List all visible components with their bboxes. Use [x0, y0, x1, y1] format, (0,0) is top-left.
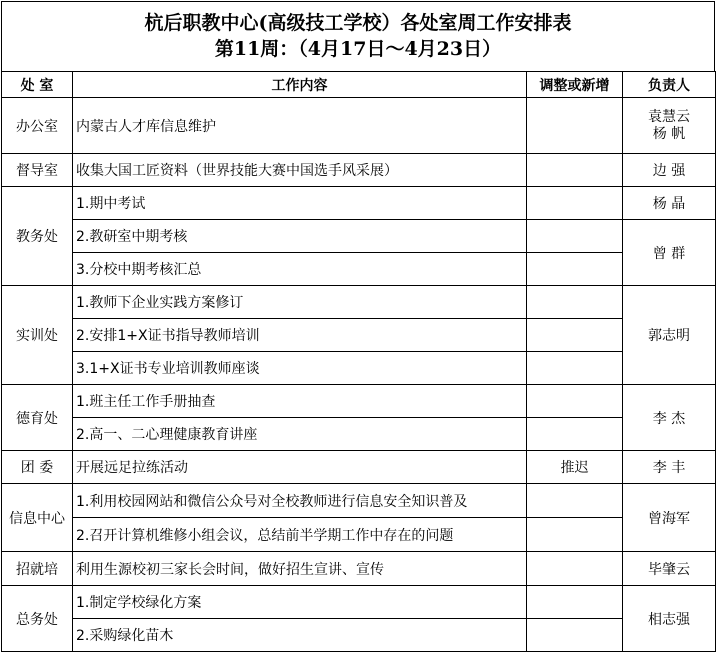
adjust-cell — [527, 552, 623, 586]
adjust-cell — [527, 154, 623, 187]
adjust-cell — [527, 484, 623, 518]
table-row — [2, 418, 716, 451]
table-row — [2, 619, 716, 652]
task-cell: 2.采购绿化苗木 — [73, 619, 527, 652]
header-content: 工作内容 — [73, 72, 527, 98]
department-cell: 团 委 — [2, 451, 73, 484]
header-department: 处 室 — [2, 72, 73, 98]
header-owner: 负责人 — [623, 72, 716, 98]
department-cell: 督导室 — [2, 154, 73, 187]
owner-cell: 毕肇云 — [623, 552, 716, 586]
table-row — [2, 385, 716, 418]
table-row — [2, 518, 716, 552]
table-row — [2, 586, 716, 619]
adjust-cell — [527, 220, 623, 253]
adjust-cell — [527, 418, 623, 451]
department-cell: 教务处 — [2, 187, 73, 286]
adjust-cell — [527, 286, 623, 319]
owner-cell: 相志强 — [623, 586, 716, 652]
owner-cell: 郭志明 — [623, 286, 716, 385]
table-row — [2, 319, 716, 352]
owner-cell: 曾海军 — [623, 484, 716, 552]
department-cell: 德育处 — [2, 385, 73, 451]
owner-cell: 李 杰 — [623, 385, 716, 451]
owner-cell: 曾 群 — [623, 220, 716, 286]
owner-cell — [623, 98, 716, 154]
table-row — [2, 552, 716, 586]
owner-name: 杨 帆 — [652, 125, 686, 142]
task-cell: 2.高一、二心理健康教育讲座 — [73, 418, 527, 451]
owner-name: 袁慧云 — [648, 108, 690, 125]
adjust-cell — [527, 385, 623, 418]
adjust-cell — [527, 518, 623, 552]
table-row — [2, 187, 716, 220]
table-row — [2, 286, 716, 319]
department-cell: 招就培 — [2, 552, 73, 586]
task-cell: 3.1+X证书专业培训教师座谈 — [73, 352, 527, 385]
adjust-cell: 推迟 — [527, 451, 623, 484]
table-row — [2, 352, 716, 385]
schedule-table — [1, 71, 716, 652]
table-row — [2, 484, 716, 518]
department-cell: 信息中心 — [2, 484, 73, 552]
adjust-cell — [527, 253, 623, 286]
department-cell: 办公室 — [2, 98, 73, 154]
owner-cell: 边 强 — [623, 154, 716, 187]
task-cell: 1.期中考试 — [73, 187, 527, 220]
task-cell: 利用生源校初三家长会时间，做好招生宣讲、宣传 — [73, 552, 527, 586]
title-box — [1, 1, 715, 71]
adjust-cell — [527, 98, 623, 154]
adjust-cell — [527, 319, 623, 352]
week-range-title: 第11周：（4月17日～4月23日） — [214, 38, 502, 60]
task-cell: 2.教研室中期考核 — [73, 220, 527, 253]
owner-cell: 李 丰 — [623, 451, 716, 484]
table-row — [2, 253, 716, 286]
task-cell: 1.制定学校绿化方案 — [73, 586, 527, 619]
owner-cell: 杨 晶 — [623, 187, 716, 220]
task-cell: 收集大国工匠资料（世界技能大赛中国选手风采展） — [73, 154, 527, 187]
task-cell: 1.班主任工作手册抽查 — [73, 385, 527, 418]
task-cell: 开展远足拉练活动 — [73, 451, 527, 484]
adjust-cell — [527, 187, 623, 220]
task-cell: 2.安排1+X证书指导教师培训 — [73, 319, 527, 352]
task-cell: 3.分校中期考核汇总 — [73, 253, 527, 286]
table-row — [2, 220, 716, 253]
task-cell: 1.利用校园网站和微信公众号对全校教师进行信息安全知识普及 — [73, 484, 527, 518]
header-adjust: 调整或新增 — [527, 72, 623, 98]
table-row — [2, 451, 716, 484]
adjust-cell — [527, 352, 623, 385]
sheet-title: 杭后职教中心(高级技工学校）各处室周工作安排表 — [144, 12, 572, 34]
department-cell: 总务处 — [2, 586, 73, 652]
task-cell: 2.召开计算机维修小组会议，总结前半学期工作中存在的问题 — [73, 518, 527, 552]
adjust-cell — [527, 586, 623, 619]
table-row — [2, 98, 716, 154]
adjust-cell — [527, 619, 623, 652]
task-cell: 1.教师下企业实践方案修订 — [73, 286, 527, 319]
header-row — [2, 72, 716, 98]
table-row — [2, 154, 716, 187]
department-cell: 实训处 — [2, 286, 73, 385]
task-cell: 内蒙古人才库信息维护 — [73, 98, 527, 154]
